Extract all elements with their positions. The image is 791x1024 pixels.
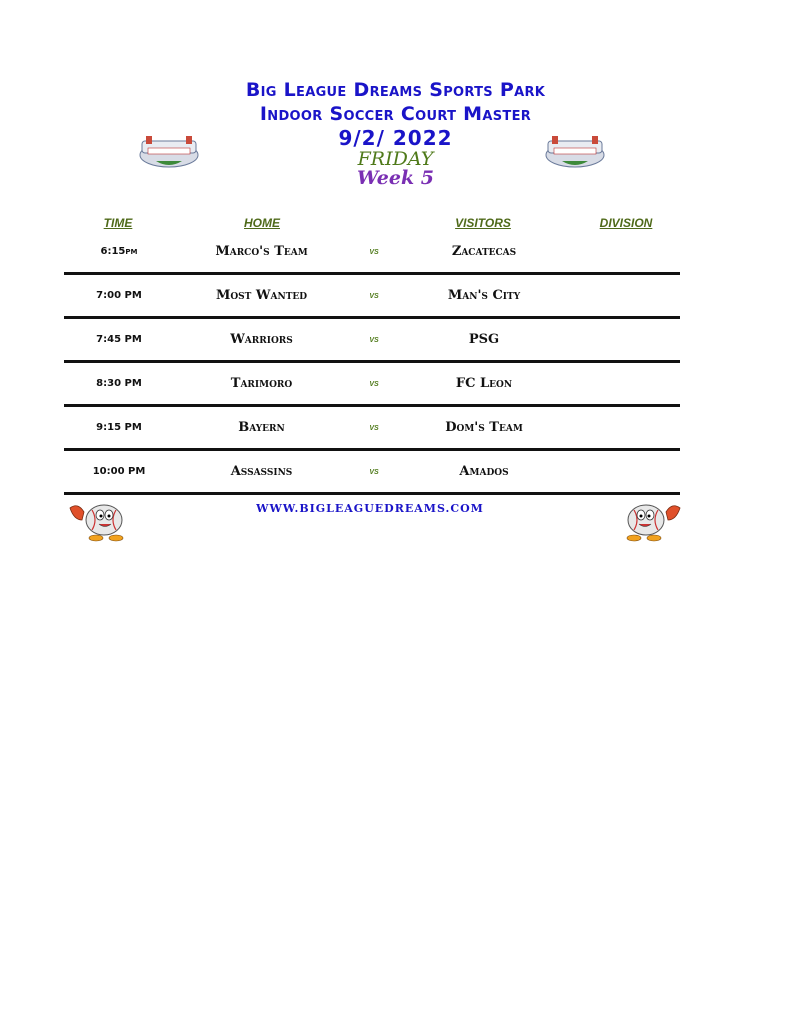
table-row xyxy=(64,275,680,319)
column-header-division: DIVISION xyxy=(599,216,653,230)
versus-label: vs xyxy=(369,246,379,257)
game-time: 8:30 PM xyxy=(96,378,142,389)
visitor-team: Zacatecas xyxy=(451,244,517,259)
baseball-mascot-icon xyxy=(66,498,138,542)
table-row xyxy=(64,407,680,451)
stadium-logo-right xyxy=(544,133,606,169)
home-team: Warriors xyxy=(230,332,293,347)
visitor-team: Dom's Team xyxy=(445,420,523,435)
column-header-visitors: VISITORS xyxy=(455,216,511,230)
column-header-time: TIME xyxy=(103,216,133,230)
baseball-mascot-icon xyxy=(612,498,684,542)
home-team: Marco's Team xyxy=(215,244,308,259)
versus-label: vs xyxy=(369,422,379,433)
schedule-day: FRIDAY xyxy=(357,148,434,170)
versus-label: vs xyxy=(369,290,379,301)
visitor-team: Amados xyxy=(459,464,509,479)
column-header-home: HOME xyxy=(244,216,280,230)
versus-label: vs xyxy=(369,466,379,477)
home-team: Assassins xyxy=(230,464,293,479)
home-team: Most Wanted xyxy=(215,288,308,303)
schedule-week: Week 5 xyxy=(357,167,434,189)
home-team: Tarimoro xyxy=(230,376,293,391)
schedule-title: Indoor Soccer Court Master xyxy=(259,103,532,125)
game-time: 10:00 PM xyxy=(92,466,146,477)
visitor-team: PSG xyxy=(468,332,500,347)
table-row xyxy=(64,231,680,275)
row-divider xyxy=(64,492,680,495)
versus-label: vs xyxy=(369,334,379,345)
table-row xyxy=(64,319,680,363)
game-time: 9:15 PM xyxy=(96,422,142,433)
visitor-team: Man's City xyxy=(447,288,521,303)
document-header xyxy=(0,78,791,188)
game-time: 6:15pm xyxy=(100,246,138,257)
home-team: Bayern xyxy=(238,420,285,435)
park-name: Big League Dreams Sports Park xyxy=(245,79,546,101)
game-time: 7:00 PM xyxy=(96,290,142,301)
website-link[interactable]: WWW.BIGLEAGUEDREAMS.COM xyxy=(256,502,484,515)
visitor-team: FC Leon xyxy=(455,376,513,391)
stadium-logo-left xyxy=(138,133,200,169)
game-time: 7:45 PM xyxy=(96,334,142,345)
table-row xyxy=(64,363,680,407)
versus-label: vs xyxy=(369,378,379,389)
table-row xyxy=(64,451,680,495)
schedule-date: 9/2/ 2022 xyxy=(338,126,453,150)
